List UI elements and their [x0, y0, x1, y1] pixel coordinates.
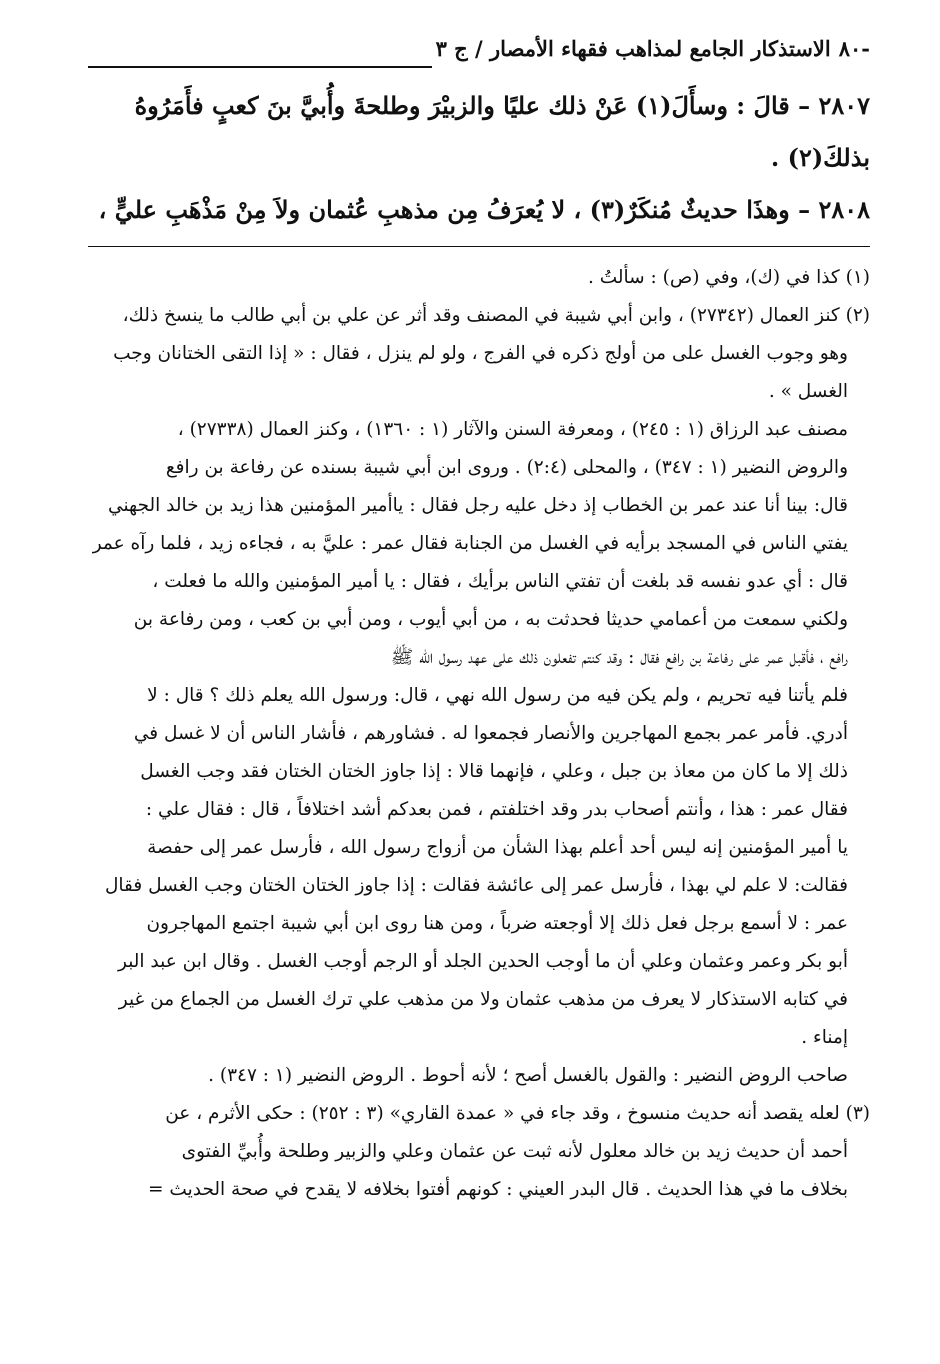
- footnote-line: فلم يأتنا فيه تحريم ، ولم يكن فيه من رسول الله نهي ، قال: ورسول الله يعلم ذلك ؟ قال : لا: [147, 685, 848, 706]
- main-line: بذلكَ(٢) .: [770, 143, 870, 172]
- main-line: ٢٨٠٨ – وهذَا حديثٌ مُنكَرٌ(٣) ، لا يُعرَفُ مِن مذهبِ عُثمان ولاَ مِنْ مَذْهَبِ عليٍّ ،: [98, 195, 870, 224]
- footnote-line: أبو بكر وعمر وعثمان وعلي أن ما أوجب الحدين الجلد أو الرجم أوجب الغسل . وقال ابن عبد البر: [117, 951, 848, 972]
- footnote-line: عمر : لا أسمع برجل فعل ذلك إلا أوجعته ضرباً ، ومن هنا روى ابن أبي شيبة اجتمع المهاجرون: [146, 913, 848, 934]
- running-title: الاستذكار الجامع لمذاهب فقهاء الأمصار / ج ٣: [435, 36, 831, 61]
- header-rule: [88, 66, 432, 68]
- footnote-line: الغسل » .: [768, 381, 848, 402]
- footnote-line: بخلاف ما في هذا الحديث . قال البدر العيني : كونهم أفتوا بخلافه لا يقدح في صحة الحديث =: [148, 1179, 848, 1200]
- footnote-line: قال : أي عدو نفسه قد بلغت أن تفتي الناس برأيك ، فقال : يا أمير المؤمنين والله ما فعلت ،: [152, 571, 848, 592]
- footnote-line: أحمد أن حديث زيد بن خالد معلول لأنه ثبت عن عثمان وعلي والزبير وطلحة وأُبيِّ الفتوى: [181, 1141, 848, 1162]
- page-header: [88, 28, 870, 64]
- footnote-line: فقالت: لا علم لي بهذا ، فأرسل عمر إلى عائشة فقالت : إذا جاوز الختان الختان وجب الغسل فقال: [104, 875, 848, 896]
- page-number: -٨٠: [838, 36, 870, 61]
- footnote-line: رافع ، فأقبل عمر على رفاعة بن رافع فقال : وقد كنتم تفعلون ذلك على عهد رسول الله ﷺ: [390, 647, 848, 668]
- footnote-line: مصنف عبد الرزاق (١ : ٢٤٥) ، ومعرفة السنن والآثار (١ : ١٣٦٠) ، وكنز العمال (٢٧٣٣٨) ،: [177, 419, 848, 440]
- footnote-line: وهو وجوب الغسل على من أولج ذكره في الفرج ، ولو لم ينزل ، فقال : « إذا التقى الختانان وجب: [113, 343, 848, 364]
- footnote-line: صاحب الروض النضير : والقول بالغسل أصح ؛ لأنه أحوط . الروض النضير (١ : ٣٤٧) .: [208, 1065, 848, 1086]
- footnotes: [88, 259, 870, 1209]
- footnote-line: في كتابه الاستذكار لا يعرف من مذهب عثمان ولا من مذهب علي ترك الغسل من الجماع من غير: [118, 989, 848, 1010]
- footnote-line: فقال عمر : هذا ، وأنتم أصحاب بدر وقد اختلفتم ، فمن بعدكم أشد اختلافاً ، قال : فقال علي :: [145, 799, 848, 820]
- footnote-line: ولكني سمعت من أعمامي حديثا فحدثت به ، من أبي أيوب ، ومن أبي بن كعب ، ومن رفاعة بن: [133, 609, 848, 630]
- footnote-line: أدري. فأمر عمر بجمع المهاجرين والأنصار فجمعوا له . فشاورهم ، فأشار الناس أن لا غسل في: [133, 723, 848, 744]
- main-text: [88, 80, 870, 236]
- footnote-line: إمناء .: [801, 1027, 848, 1048]
- main-line: ٢٨٠٧ – قالَ : وسأَلَ(١) عَنْ ذلك عليًا والزبيْرَ وطلحةَ وأُبيَّ بنَ كعبٍ فأَمَرُوهُ: [134, 91, 870, 120]
- footnote-separator: [88, 246, 870, 247]
- footnote-line: يفتي الناس في المسجد برأيه في الغسل من الجنابة فقال عمر : عليَّ به ، فجاءه زيد ، فلما رآه عمر: [92, 533, 848, 554]
- footnote-line: والروض النضير (١ : ٣٤٧) ، والمحلى (٢:٤) . وروى ابن أبي شيبة بسنده عن رفاعة بن رافع: [165, 457, 848, 478]
- footnote-line: (١) كذا في (ك)، وفي (ص) : سألتُ .: [587, 267, 870, 288]
- footnote-line: ذلك إلا ما كان من معاذ بن جبل ، وعلي ، فإنهما قالا : إذا جاوز الختان الختان فقد وجب الغسل: [140, 761, 848, 782]
- footnote-line: يا أمير المؤمنين إنه ليس أحد أعلم بهذا الشأن من أزواج رسول الله ، فأرسل عمر إلى حفصة: [147, 837, 848, 858]
- footnote-line: قال: بينا أنا عند عمر بن الخطاب إذ دخل عليه رجل فقال : ياأمير المؤمنين هذا زيد بن خالد الجهني: [108, 495, 848, 516]
- footnote-line: (٣) لعله يقصد أنه حديث منسوخ ، وقد جاء في « عمدة القاري» (٣ : ٢٥٢) : حكى الأثرم ، عن: [165, 1103, 870, 1124]
- footnote-line: (٢) كنز العمال (٢٧٣٤٢) ، وابن أبي شيبة في المصنف وقد أثر عن علي بن أبي طالب ما ينسخ ذلك،: [122, 305, 870, 326]
